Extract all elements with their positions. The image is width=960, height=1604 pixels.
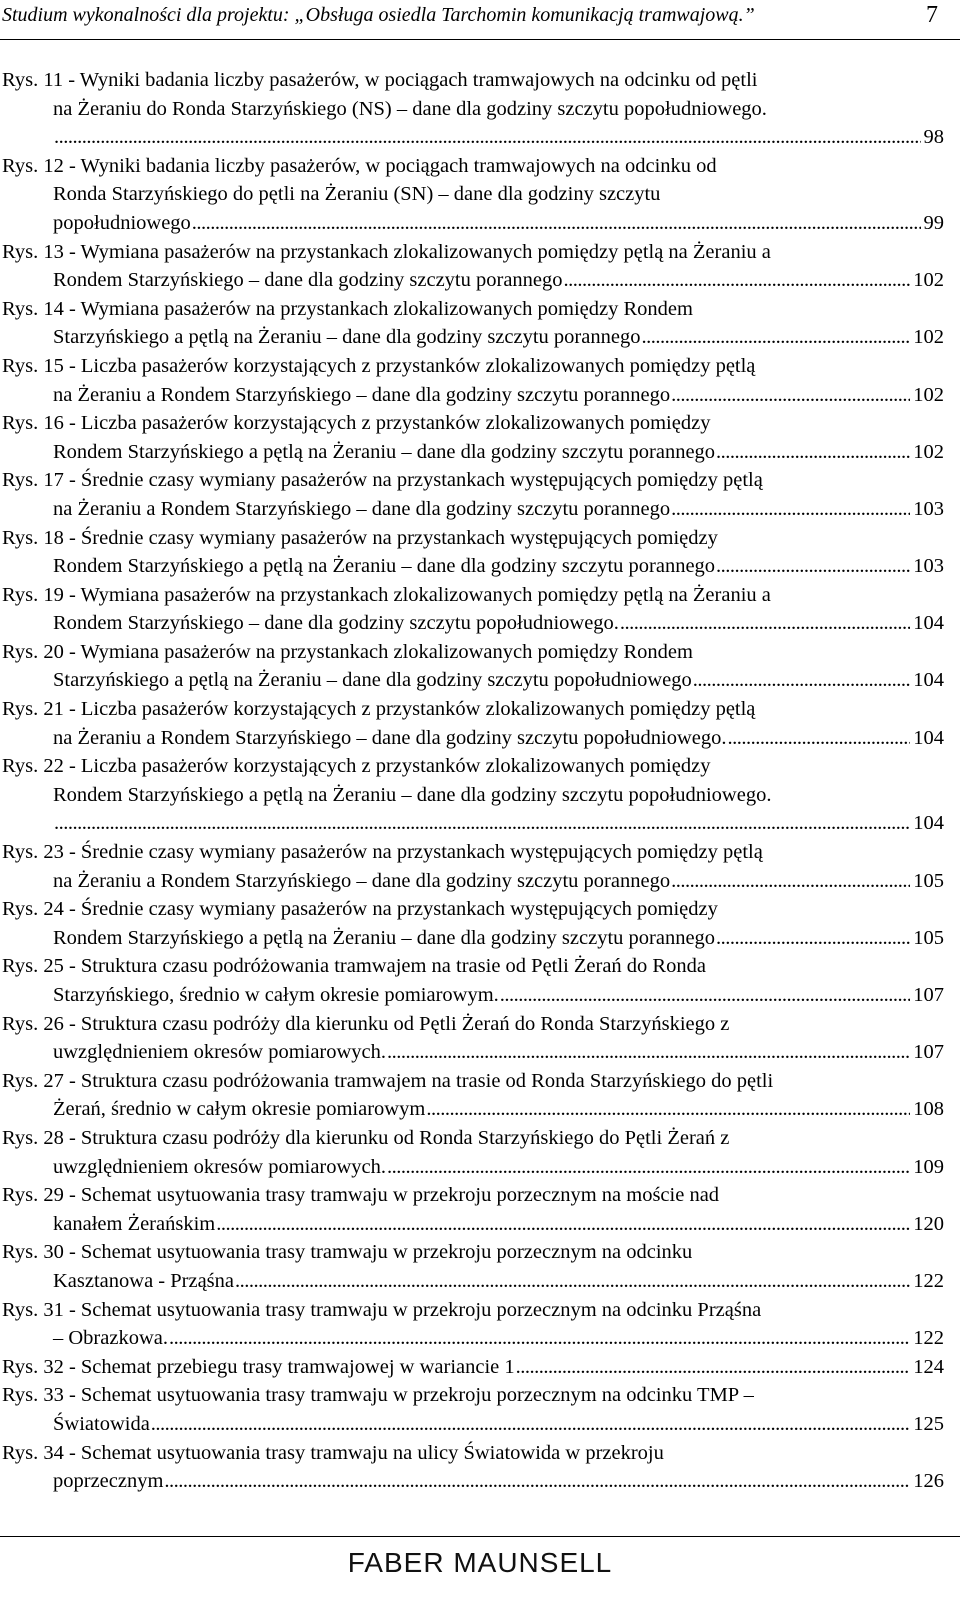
toc-page-number: 122	[913, 1327, 944, 1350]
toc-entry-text: uwzględnieniem okresów pomiarowych.	[53, 1155, 387, 1178]
toc-entry-text: poprzecznym	[53, 1470, 164, 1493]
toc-entry-text: Rys. 30 - Schemat usytuowania trasy tramwaju w przekroju porzecznym na odcinku	[2, 1241, 693, 1264]
toc-entry-line	[2, 1153, 944, 1182]
toc-entry-text: Rys. 27 - Struktura czasu podróżowania tramwajem na trasie od Ronda Starzyńskiego do pętli	[2, 1069, 774, 1092]
toc-entry-text: uwzględnieniem okresów pomiarowych.	[53, 1041, 387, 1064]
toc-entry-line	[2, 1067, 944, 1096]
list-of-figures	[2, 66, 944, 1496]
toc-entry[interactable]	[2, 1181, 944, 1238]
toc-entry-text: Rys. 31 - Schemat usytuowania trasy tramwaju w przekroju porzecznym na odcinku Prząśna	[2, 1298, 762, 1321]
toc-entry-text: Starzyńskiego, średnio w całym okresie pomiarowym.	[53, 984, 499, 1006]
toc-entry-line	[2, 781, 944, 810]
toc-entry-line	[2, 552, 944, 581]
dot-leader	[387, 1038, 910, 1067]
toc-entry-line	[2, 895, 944, 924]
toc-entry-line	[2, 266, 944, 295]
toc-entry[interactable]	[2, 752, 944, 838]
toc-page-number: 104	[913, 726, 944, 749]
toc-entry-line	[2, 381, 944, 410]
toc-entry[interactable]	[2, 638, 944, 695]
toc-page-number: 109	[913, 1155, 944, 1178]
toc-entry-text: na Żeraniu a Rondem Starzyńskiego – dane dla godziny szczytu porannego	[53, 869, 671, 892]
toc-page-number: 98	[923, 126, 944, 149]
toc-entry-line	[2, 152, 944, 181]
toc-entry-line	[2, 695, 944, 724]
toc-entry-text: Ronda Starzyńskiego do pętli na Żeraniu (SN) – dane dla godziny szczytu	[53, 183, 661, 206]
toc-page-number: 124	[913, 1355, 944, 1378]
toc-entry-line	[2, 1038, 944, 1067]
toc-entry-text: na Żeraniu a Rondem Starzyńskiego – dane dla godziny szczytu popołudniowego.	[53, 726, 727, 749]
toc-entry[interactable]	[2, 352, 944, 409]
toc-entry-text: Rys. 12 - Wyniki badania liczby pasażerów, w pociągach tramwajowych na odcinku od	[2, 154, 717, 177]
toc-entry-line	[2, 952, 944, 981]
dot-leader	[192, 209, 921, 238]
dot-leader	[164, 1467, 910, 1496]
dot-leader	[727, 724, 910, 753]
toc-entry-line	[2, 238, 944, 267]
toc-entry-line	[2, 724, 944, 753]
toc-entry-line	[2, 581, 944, 610]
toc-entry[interactable]	[2, 1067, 944, 1124]
toc-entry-text: Rys. 22 - Liczba pasażerów korzystających z przystanków zlokalizowanych pomiędzy	[2, 755, 711, 778]
toc-entry-line	[2, 295, 944, 324]
dot-leader	[641, 323, 910, 352]
dot-leader	[693, 666, 911, 695]
toc-entry-text: Rys. 26 - Struktura czasu podróży dla kierunku od Pętli Żerań do Ronda Starzyńskiego z	[2, 1012, 730, 1035]
toc-entry[interactable]	[2, 238, 944, 295]
dot-leader	[216, 1210, 910, 1239]
toc-page-number: 102	[913, 383, 944, 406]
toc-page-number: 103	[913, 555, 944, 578]
toc-entry-line	[2, 1353, 944, 1382]
toc-page-number: 102	[913, 440, 944, 463]
toc-entry-text: Rondem Starzyńskiego – dane dla godziny szczytu popołudniowego.	[53, 612, 619, 635]
toc-entry-text: Rys. 34 - Schemat usytuowania trasy tramwaju na ulicy Światowida w przekroju	[2, 1441, 664, 1464]
toc-entry-text: Rys. 25 - Struktura czasu podróżowania tramwajem na trasie od Pętli Żerań do Ronda	[2, 955, 706, 978]
toc-entry[interactable]	[2, 466, 944, 523]
toc-entry-line	[2, 1267, 944, 1296]
toc-entry[interactable]	[2, 952, 944, 1009]
toc-entry-text: Starzyńskiego a pętlą na Żeraniu – dane dla godziny szczytu porannego	[53, 326, 641, 349]
toc-entry-text: Rys. 24 - Średnie czasy wymiany pasażerów na przystankach występujących pomiędzy	[2, 898, 718, 921]
toc-entry-line	[2, 466, 944, 495]
toc-entry-line	[2, 752, 944, 781]
toc-entry-text: Rys. 32 - Schemat przebiegu trasy tramwajowej w wariancie 1	[2, 1355, 515, 1378]
toc-entry[interactable]	[2, 295, 944, 352]
toc-entry-line	[2, 867, 944, 896]
toc-entry-line	[2, 352, 944, 381]
toc-entry-text: Rys. 28 - Struktura czasu podróży dla kierunku od Ronda Starzyńskiego do Pętli Żerań z	[2, 1126, 730, 1149]
toc-entry-line	[2, 1095, 944, 1124]
toc-entry-line	[2, 981, 944, 1010]
toc-entry[interactable]	[2, 895, 944, 952]
dot-leader	[716, 552, 910, 581]
toc-entry-line	[2, 95, 944, 124]
toc-entry-line	[2, 66, 944, 95]
toc-entry-line	[2, 609, 944, 638]
toc-entry-text: Żerań, średnio w całym okresie pomiarowym	[53, 1098, 426, 1121]
page-number: 7	[926, 2, 938, 28]
toc-entry-text: Rondem Starzyńskiego a pętlą na Żeraniu – dane dla godziny szczytu porannego	[53, 440, 716, 463]
toc-entry-line	[2, 1124, 944, 1153]
dot-leader	[426, 1095, 910, 1124]
dot-leader	[169, 1324, 910, 1353]
toc-page-number: 107	[913, 1041, 944, 1064]
toc-entry-line	[2, 1210, 944, 1239]
toc-entry-line	[2, 1238, 944, 1267]
toc-entry-text: Rondem Starzyńskiego a pętlą na Żeraniu – dane dla godziny szczytu porannego	[53, 555, 716, 578]
toc-entry-line	[2, 1439, 944, 1468]
toc-entry-text: na Żeraniu a Rondem Starzyńskiego – dane dla godziny szczytu porannego	[53, 497, 671, 520]
toc-entry[interactable]	[2, 1124, 944, 1181]
toc-entry-text: Rys. 19 - Wymiana pasażerów na przystankach zlokalizowanych pomiędzy pętlą na Żeraniu a	[2, 583, 771, 606]
faber-maunsell-logo: FABER MAUNSELL	[347, 1547, 613, 1578]
toc-entry-text: – Obrazkowa.	[53, 1327, 168, 1350]
toc-entry-line	[2, 180, 944, 209]
toc-entry-text: Rys. 14 - Wymiana pasażerów na przystankach zlokalizowanych pomiędzy Rondem	[2, 297, 693, 320]
toc-entry-line	[2, 209, 944, 238]
toc-page-number: 99	[923, 211, 944, 234]
toc-entry[interactable]	[2, 1238, 944, 1295]
dot-leader	[620, 609, 910, 638]
toc-entry-text: Rys. 11 - Wyniki badania liczby pasażerów, w pociągach tramwajowych na odcinku od pętli	[2, 69, 758, 91]
dot-leader	[500, 981, 910, 1010]
toc-entry-line	[2, 1181, 944, 1210]
toc-page-number: 104	[913, 812, 944, 835]
toc-entry-line	[2, 1010, 944, 1039]
toc-entry-line	[2, 495, 944, 524]
toc-entry-line	[2, 1381, 944, 1410]
toc-page-number: 125	[913, 1412, 944, 1435]
toc-page-number: 105	[913, 926, 944, 949]
toc-entry-text: Rondem Starzyńskiego a pętlą na Żeraniu – dane dla godziny szczytu popołudniowego.	[53, 783, 772, 806]
toc-entry-text: Rys. 29 - Schemat usytuowania trasy tramwaju w przekroju porzecznym na moście nad	[2, 1184, 720, 1207]
toc-entry-text: popołudniowego	[53, 211, 191, 234]
dot-leader	[671, 495, 910, 524]
toc-entry-line	[2, 1296, 944, 1325]
dot-leader	[671, 867, 910, 896]
toc-entry-line	[2, 1324, 944, 1353]
toc-entry-line	[2, 409, 944, 438]
document-title: Studium wykonalności dla projektu: „Obsługa osiedla Tarchomin komunikacją tramwajową.”	[2, 4, 755, 26]
toc-entry-line	[2, 666, 944, 695]
toc-entry-line	[2, 524, 944, 553]
toc-entry[interactable]	[2, 1381, 944, 1438]
toc-entry-text: Rondem Starzyńskiego a pętlą na Żeraniu – dane dla godziny szczytu porannego	[53, 926, 716, 949]
dot-leader	[235, 1267, 910, 1296]
toc-page-number: 102	[913, 269, 944, 292]
toc-page-number: 104	[913, 612, 944, 635]
toc-entry-text: Rys. 16 - Liczba pasażerów korzystających z przystanków zlokalizowanych pomiędzy	[2, 412, 711, 435]
toc-page-number: 104	[913, 669, 944, 692]
dot-leader	[516, 1353, 911, 1382]
dot-leader	[387, 1153, 910, 1182]
dot-leader	[716, 924, 910, 953]
toc-entry-line	[2, 924, 944, 953]
toc-entry-text: Rys. 18 - Średnie czasy wymiany pasażerów na przystankach występujących pomiędzy	[2, 526, 718, 549]
dot-leader	[716, 438, 910, 467]
toc-page-number: 122	[913, 1269, 944, 1292]
dot-leader	[54, 809, 910, 838]
dot-leader	[564, 266, 911, 295]
toc-entry-line	[2, 123, 944, 152]
toc-entry-text: Rys. 23 - Średnie czasy wymiany pasażerów na przystankach występujących pomiędzy pętlą	[2, 841, 763, 864]
toc-page-number: 103	[913, 497, 944, 520]
toc-entry[interactable]	[2, 409, 944, 466]
toc-entry[interactable]	[2, 838, 944, 895]
toc-entry-text: Rys. 17 - Średnie czasy wymiany pasażerów na przystankach występujących pomiędzy pętlą	[2, 469, 763, 492]
toc-entry-line	[2, 1410, 944, 1439]
toc-page-number: 102	[913, 326, 944, 349]
toc-entry-text: Rys. 33 - Schemat usytuowania trasy tramwaju w przekroju porzecznym na odcinku TMP –	[2, 1384, 754, 1407]
toc-entry-text: kanałem Żerańskim	[53, 1212, 216, 1235]
toc-entry-text: Rys. 13 - Wymiana pasażerów na przystankach zlokalizowanych pomiędzy pętlą na Żeraniu a	[2, 240, 771, 263]
toc-entry[interactable]	[2, 695, 944, 752]
toc-entry-text: Rys. 21 - Liczba pasażerów korzystających z przystanków zlokalizowanych pomiędzy pętlą	[2, 698, 756, 721]
toc-entry[interactable]	[2, 1353, 944, 1382]
toc-entry-text: Rys. 15 - Liczba pasażerów korzystających z przystanków zlokalizowanych pomiędzy pętlą	[2, 354, 756, 377]
toc-entry-line	[2, 838, 944, 867]
toc-entry-text: na Żeraniu a Rondem Starzyńskiego – dane dla godziny szczytu porannego	[53, 383, 671, 406]
toc-entry[interactable]	[2, 1439, 944, 1496]
toc-entry-text: Starzyńskiego a pętlą na Żeraniu – dane dla godziny szczytu popołudniowego	[53, 669, 692, 692]
toc-entry-line	[2, 809, 944, 838]
toc-entry[interactable]	[2, 1296, 944, 1353]
toc-entry-line	[2, 438, 944, 467]
toc-entry-text: Rys. 20 - Wymiana pasażerów na przystankach zlokalizowanych pomiędzy Rondem	[2, 640, 693, 663]
dot-leader	[671, 381, 910, 410]
toc-entry-line	[2, 638, 944, 667]
toc-page-number: 126	[913, 1470, 944, 1493]
toc-entry-text: Kasztanowa - Prząśna	[53, 1269, 235, 1292]
toc-entry[interactable]	[2, 1010, 944, 1067]
toc-page-number: 108	[913, 1098, 944, 1121]
toc-entry[interactable]	[2, 66, 944, 152]
toc-entry-text: na Żeraniu do Ronda Starzyńskiego (NS) – dane dla godziny szczytu popołudniowego.	[53, 97, 767, 120]
toc-entry-line	[2, 1467, 944, 1496]
page-header	[0, 0, 960, 40]
toc-entry[interactable]	[2, 524, 944, 581]
dot-leader	[54, 123, 921, 152]
footer-rule	[0, 1536, 960, 1537]
dot-leader	[151, 1410, 910, 1439]
toc-page-number: 107	[913, 984, 944, 1006]
toc-page-number: 105	[913, 869, 944, 892]
toc-entry-text: Rondem Starzyńskiego – dane dla godziny szczytu porannego	[53, 269, 563, 292]
toc-entry[interactable]	[2, 581, 944, 638]
toc-entry-text: Światowida	[53, 1412, 150, 1435]
toc-page-number: 120	[913, 1212, 944, 1235]
toc-entry[interactable]	[2, 152, 944, 238]
toc-entry-line	[2, 323, 944, 352]
